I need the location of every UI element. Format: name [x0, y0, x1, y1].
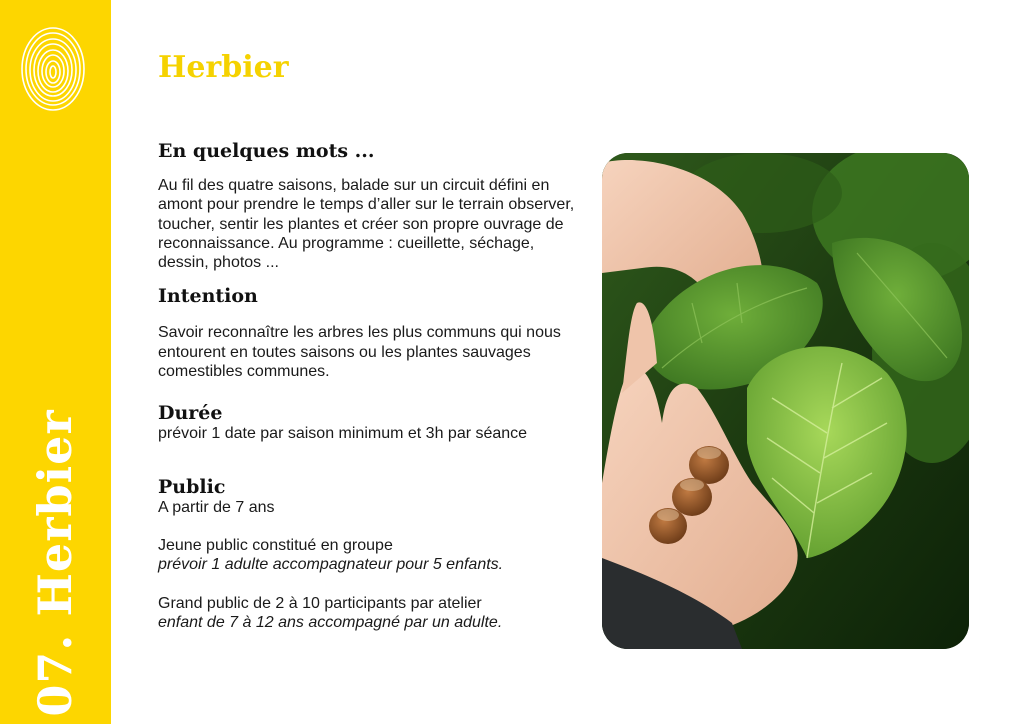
description-text: Au fil des quatre saisons, balade sur un circuit défini en amont pour prendre le temps d’aller sur le terrain observer, toucher, sentir les plantes et créer son propre ouvrage de reconnaissance. Au programme : cueillette, séchage, dessin, photos ... — [158, 177, 575, 272]
sidebar-band — [0, 0, 111, 724]
heading-intention: Intention — [158, 285, 258, 308]
heading-duree: Durée — [158, 402, 223, 425]
jeune-public-note: prévoir 1 adulte accompagnateur pour 5 enfants. — [158, 556, 504, 574]
heading-public: Public — [158, 475, 226, 498]
grand-public-label: Grand public de 2 à 10 participants par atelier — [158, 594, 482, 612]
jeune-public-label: Jeune public constitué en groupe — [158, 536, 393, 554]
photo-illustration — [602, 153, 969, 649]
intention-text: Savoir reconnaître les arbres les plus communs qui nous entourent en toutes saisons ou les plantes sauvages comestibles communes. — [158, 324, 561, 381]
page-title: Herbier — [158, 50, 289, 85]
heading-en-quelques-mots: En quelques mots ... — [158, 140, 375, 162]
public-age-text: A partir de 7 ans — [158, 498, 275, 516]
grand-public-note: enfant de 7 à 12 ans accompagné par un adulte. — [158, 613, 503, 631]
content-column — [158, 140, 578, 632]
fingerprint-logo-icon — [19, 23, 87, 113]
hazelnut-photo — [602, 153, 969, 649]
vertical-title: 07. Herbier — [28, 409, 82, 717]
duree-text: prévoir 1 date par saison minimum et 3h par séance — [158, 425, 528, 443]
